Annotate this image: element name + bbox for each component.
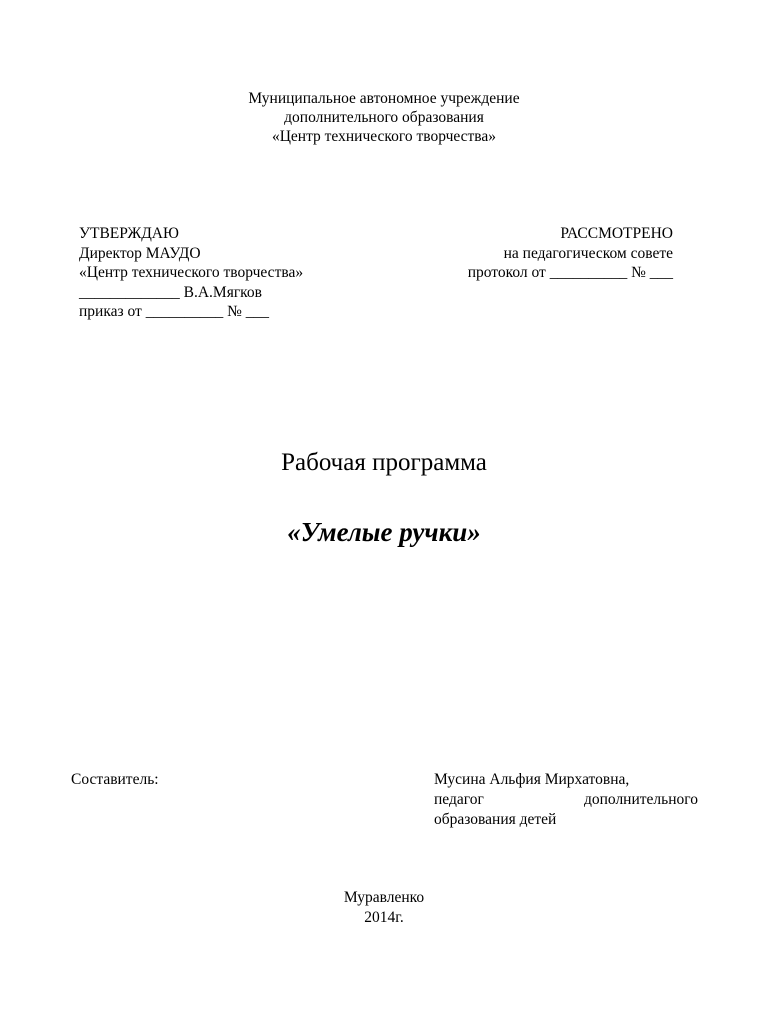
- institution-header: [0, 89, 768, 146]
- approval-signature: _____________ В.А.Мягков: [79, 283, 262, 301]
- institution-line-2: дополнительного образования: [284, 109, 484, 126]
- composer-role-line-2: образования детей: [434, 811, 557, 828]
- composer-info: [434, 770, 698, 830]
- institution-line-3: «Центр технического творчества»: [271, 128, 497, 145]
- review-title: РАССМОТРЕНО: [560, 225, 673, 242]
- approval-order: приказ от __________ № ___: [79, 303, 269, 320]
- composer-role-word-2: дополнительного: [583, 791, 698, 808]
- composer-role-word-1: педагог: [434, 791, 484, 808]
- approval-director: Директор МАУДО: [79, 244, 201, 262]
- review-block: [468, 224, 673, 283]
- footer-city: Муравленко: [343, 889, 425, 906]
- footer-year: 2014г.: [364, 909, 404, 926]
- document-title: Рабочая программа: [281, 449, 487, 476]
- approval-block: [79, 224, 303, 322]
- composer-label: Составитель:: [71, 771, 159, 788]
- program-name: «Умелые ручки»: [287, 517, 481, 547]
- approval-title: УТВЕРЖДАЮ: [79, 225, 179, 242]
- footer: [0, 888, 768, 928]
- composer-role-line-1: [434, 790, 698, 810]
- review-protocol: протокол от __________ № ___: [467, 264, 673, 281]
- approval-organization: «Центр технического творчества»: [79, 264, 304, 281]
- composer-name: Мусина Альфия Мирхатовна,: [434, 771, 630, 788]
- institution-line-1: Муниципальное автономное учреждение: [248, 90, 520, 107]
- review-council: на педагогическом совете: [503, 244, 673, 262]
